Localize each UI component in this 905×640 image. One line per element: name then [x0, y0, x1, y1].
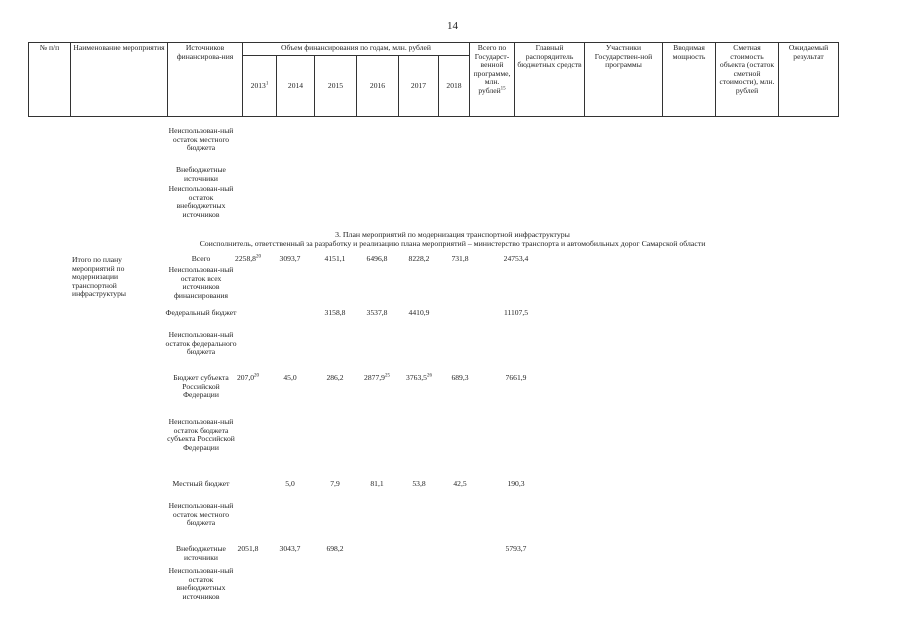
top-source-2: Внебюджетные источники: [176, 165, 226, 183]
row-source: Внебюджетные источники: [176, 544, 226, 562]
row-source: Неиспользован-ный остаток бюджета субъекта Российской Федерации: [167, 417, 235, 452]
item-name: Итого по плану мероприятий по модернизации транспортной инфраструктуры: [72, 255, 126, 299]
row-value: 3043,7: [279, 544, 301, 553]
col-total: Всего по Государст-венной программе, млн. рублей$^{15}$: [470, 43, 515, 117]
row-value: 698,2: [326, 544, 344, 553]
top-source-1: Неиспользован-ный остаток местного бюджета: [168, 126, 234, 153]
row-value: 689,3: [451, 373, 469, 382]
row-value: 731,8: [451, 254, 469, 263]
row-value: 53,8: [412, 479, 426, 488]
row-source: Неиспользован-ный остаток федерального бюджета: [165, 330, 237, 357]
col-volume: Объем финансирования по годам, млн. рублей: [243, 43, 470, 56]
section-subtitle: Соисполнитель, ответственный за разработку и реализацию плана мероприятий – министерство транспорта и автомобильных дорог Самарской области: [199, 239, 706, 248]
year-2015: 2015: [315, 56, 357, 117]
row-value: 3093,7: [279, 254, 301, 263]
row-source: Местный бюджет: [172, 479, 230, 488]
year-2014: 2014: [277, 56, 315, 117]
row-value: 286,2: [326, 373, 344, 382]
row-total: 7661,9: [505, 373, 527, 382]
row-total: 11107,5: [503, 308, 529, 317]
row-value: 81,1: [370, 479, 384, 488]
year-2013: 2013$^1$: [243, 56, 277, 117]
row-value: 45,0: [283, 373, 297, 382]
row-total: 5793,7: [505, 544, 527, 553]
year-2017: 2017: [399, 56, 439, 117]
row-total: 190,3: [507, 479, 525, 488]
page-number: 14: [447, 20, 458, 32]
row-source: Всего: [191, 254, 211, 263]
section-title: 3. План мероприятий по модернизация транспортной инфраструктуры: [335, 230, 570, 239]
row-value: 2051,8: [237, 544, 259, 553]
row-value: 5,0: [285, 479, 295, 488]
col-name: Наименование мероприятия: [71, 43, 168, 117]
row-value: 2258,8$^{20}$: [235, 254, 261, 263]
top-source-3: Неиспользован-ный остаток внебюджетных источников: [168, 184, 234, 219]
row-value: 7,9: [330, 479, 340, 488]
year-2016: 2016: [357, 56, 399, 117]
col-cost: Сметная стоимость объекта (остаток сметной стоимости), млн. рублей: [716, 43, 779, 117]
col-participants: Участники Государствен-ной программы: [585, 43, 663, 117]
row-source: Неиспользован-ный остаток местного бюджета: [168, 501, 234, 528]
row-value: 6496,8: [366, 254, 388, 263]
col-result: Ожидаемый результат: [779, 43, 839, 117]
row-value: 42,5: [453, 479, 467, 488]
row-source: Неиспользован-ный остаток внебюджетных источников: [168, 566, 234, 601]
row-source: Федеральный бюджет: [165, 308, 237, 317]
col-manager: Главный распорядитель бюджетных средств: [515, 43, 585, 117]
col-sources: Источников финансирова-ния: [168, 43, 243, 117]
row-value: 8228,2: [408, 254, 430, 263]
col-num: № п/п: [29, 43, 71, 117]
col-capacity: Вводимая мощность: [663, 43, 716, 117]
row-value: 3158,8: [324, 308, 346, 317]
row-value: 4151,1: [324, 254, 346, 263]
row-total: 24753,4: [503, 254, 529, 263]
row-source: Бюджет субъекта Российской Федерации: [173, 373, 229, 400]
header-table: [28, 42, 839, 117]
row-value: 3763,5$^{26}$: [406, 373, 432, 382]
row-value: 4410,9: [408, 308, 430, 317]
row-value: 2877,9$^{25}$: [364, 373, 390, 382]
row-source: Неиспользован-ный остаток всех источников финансирования: [168, 265, 234, 300]
row-value: 207,0$^{20}$: [236, 373, 260, 382]
row-value: 3537,8: [366, 308, 388, 317]
year-2018: 2018: [439, 56, 470, 117]
